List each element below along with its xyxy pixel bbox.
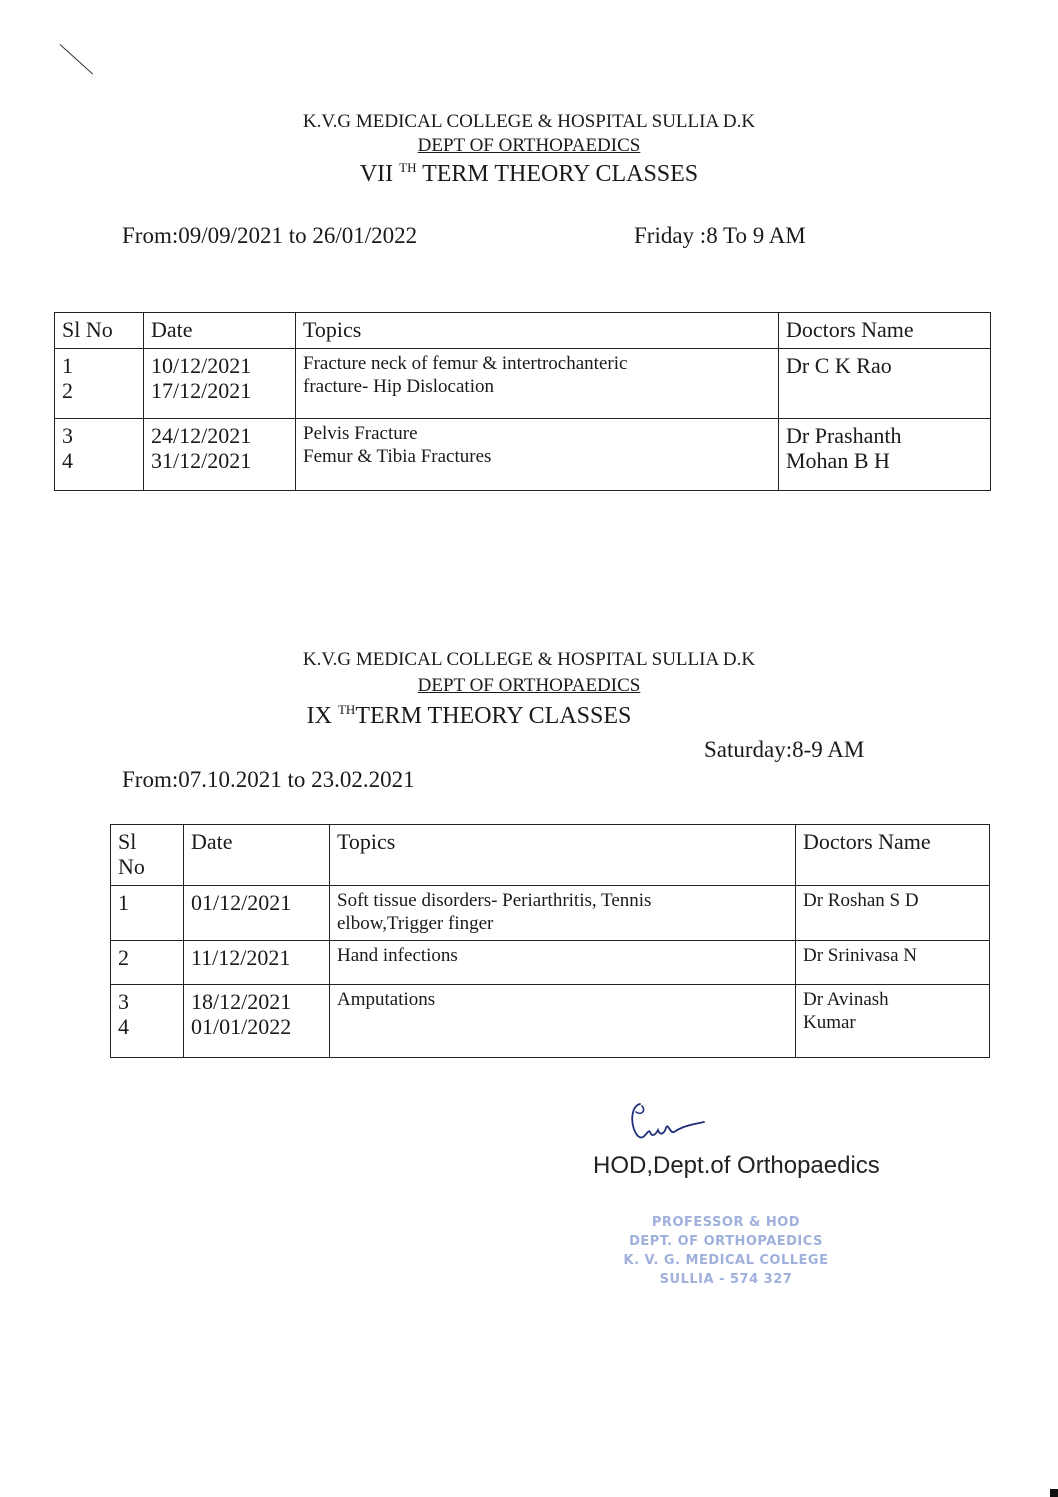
table-header-row bbox=[55, 313, 991, 349]
section1-term-rest: TERM THEORY CLASSES bbox=[422, 161, 699, 187]
table-row bbox=[111, 985, 990, 1058]
stamp-line: SULLIA - 574 327 bbox=[659, 1271, 793, 1287]
section2-term-suffix: TH bbox=[337, 702, 356, 717]
section2-term-title bbox=[0, 703, 998, 729]
section2-period: From:07.10.2021 to 23.02.2021 bbox=[122, 767, 415, 792]
date-cell: 11/12/2021 bbox=[184, 941, 330, 985]
section2-term-rest: TERM THEORY CLASSES bbox=[355, 703, 632, 729]
stamp-line: PROFESSOR & HOD bbox=[651, 1215, 801, 1230]
section2-department: DEPT OF ORTHOPAEDICS bbox=[417, 675, 641, 696]
topic-cell: Pelvis Fracture Femur & Tibia Fractures bbox=[296, 419, 779, 491]
scan-corner-mark bbox=[1050, 1489, 1058, 1497]
col-header-date: Date bbox=[184, 825, 330, 886]
section2-schedule: Saturday:8-9 AM bbox=[704, 737, 865, 762]
doctor-cell: Dr Prashanth Mohan B H bbox=[779, 419, 991, 491]
section1-period: From:09/09/2021 to 26/01/2022 bbox=[122, 223, 418, 248]
doctor-cell: Dr Avinash Kumar bbox=[796, 985, 990, 1058]
section2-college-name: K.V.G MEDICAL COLLEGE & HOSPITAL SULLIA D.K bbox=[302, 649, 756, 670]
section1-department: DEPT OF ORTHOPAEDICS bbox=[417, 135, 641, 156]
section1-schedule-table bbox=[54, 312, 991, 491]
section1-term-title bbox=[0, 161, 1058, 187]
section2-term-numeral: IX bbox=[306, 703, 332, 729]
table-row bbox=[55, 419, 991, 491]
col-header-doctors-name: Doctors Name bbox=[796, 825, 990, 886]
professor-hod-stamp bbox=[606, 1214, 846, 1289]
sl-no-cell: 3 4 bbox=[55, 419, 144, 491]
hod-signature bbox=[612, 1098, 712, 1160]
table-row bbox=[111, 886, 990, 941]
section1-term-numeral: VII bbox=[359, 161, 394, 187]
sl-no-cell: 2 bbox=[111, 941, 184, 985]
table-row bbox=[111, 941, 990, 985]
stamp-line: DEPT. OF ORTHOPAEDICS bbox=[629, 1233, 823, 1249]
section1-schedule: Friday :8 To 9 AM bbox=[634, 223, 806, 248]
date-cell: 24/12/2021 31/12/2021 bbox=[144, 419, 296, 491]
sl-no-cell: 3 4 bbox=[111, 985, 184, 1058]
doctor-cell: Dr Roshan S D bbox=[796, 886, 990, 941]
col-header-sl-no: Sl No bbox=[111, 825, 184, 886]
topic-cell: Amputations bbox=[330, 985, 796, 1058]
col-header-topics: Topics bbox=[330, 825, 796, 886]
section1-college-name: K.V.G MEDICAL COLLEGE & HOSPITAL SULLIA D.K bbox=[302, 111, 756, 132]
col-header-date: Date bbox=[144, 313, 296, 349]
hod-designation: HOD,Dept.of Orthopaedics bbox=[593, 1152, 880, 1179]
sl-no-cell: 1 2 bbox=[55, 349, 144, 419]
col-header-doctors-name: Doctors Name bbox=[779, 313, 991, 349]
section1-term-suffix: TH bbox=[399, 160, 417, 175]
doctor-cell: Dr Srinivasa N bbox=[796, 941, 990, 985]
table-header-row bbox=[111, 825, 990, 886]
section2-schedule-table bbox=[110, 824, 990, 1058]
scan-artifact-mark bbox=[60, 44, 93, 74]
table-row bbox=[55, 349, 991, 419]
topic-cell: Fracture neck of femur & intertrochanteric fracture- Hip Dislocation bbox=[296, 349, 779, 419]
col-header-topics: Topics bbox=[296, 313, 779, 349]
date-cell: 18/12/2021 01/01/2022 bbox=[184, 985, 330, 1058]
date-cell: 01/12/2021 bbox=[184, 886, 330, 941]
topic-cell: Soft tissue disorders- Periarthritis, Tennis elbow,Trigger finger bbox=[330, 886, 796, 941]
stamp-line: K. V. G. MEDICAL COLLEGE bbox=[623, 1252, 829, 1268]
sl-no-cell: 1 bbox=[111, 886, 184, 941]
date-cell: 10/12/2021 17/12/2021 bbox=[144, 349, 296, 419]
doctor-cell: Dr C K Rao bbox=[779, 349, 991, 419]
topic-cell: Hand infections bbox=[330, 941, 796, 985]
col-header-sl-no: Sl No bbox=[55, 313, 144, 349]
